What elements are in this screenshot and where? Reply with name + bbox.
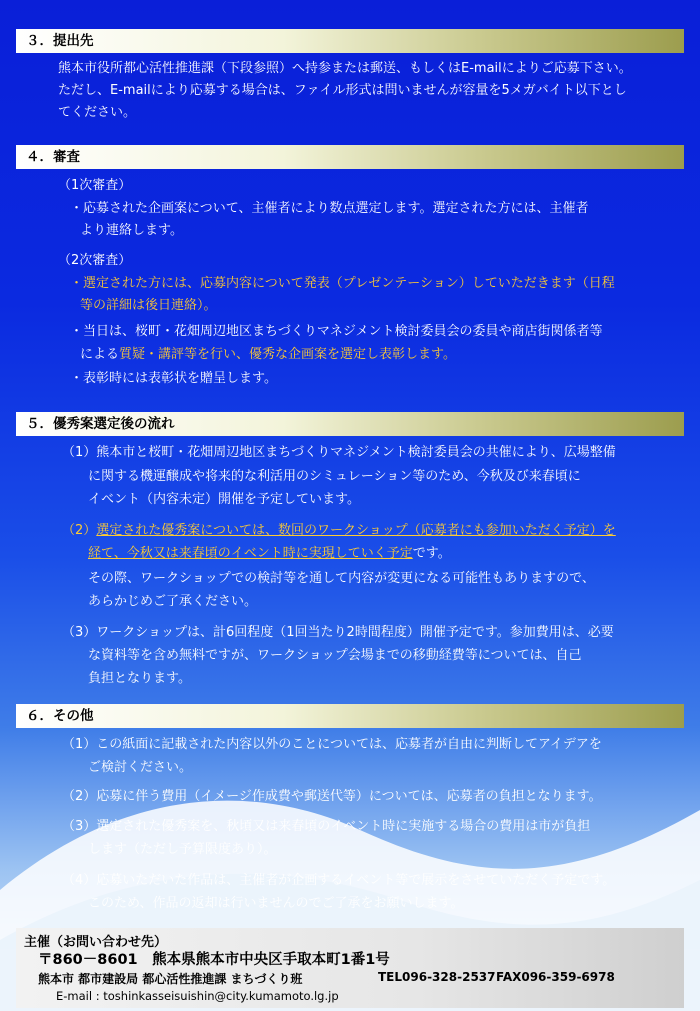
section-3-header: ３．提出先 (16, 29, 684, 53)
second-screening-bullet-1-line-2: 等の詳細は後日連絡）。 (80, 298, 217, 313)
section-6-item-4-line-2: このため、作品の返却は行いませんのでご了承をお願いします。 (88, 896, 464, 911)
second-screening-bullet-2-highlight: 質疑・講評等を行い、優秀な企画案を選定し表彰します。 (119, 347, 456, 362)
footer-email[interactable]: E-mail : toshinkasseisuishin@city.kumamoto.lg.jp (56, 989, 339, 1003)
section-5-item-2-line-4: あらかじめご了承ください。 (88, 594, 258, 609)
section-5-item-2-prefix: （2） (62, 523, 97, 538)
second-screening-bullet-1-highlight: ・選定された方には、応募内容について発表（プレゼンテーション）していただきます (70, 276, 576, 291)
section-6-item-4-line-1: （4）応募いただいた作品は、主催者が企画するイベント等で展示をさせていただく予定です。 (62, 873, 616, 888)
section-6-header: ６．その他 (16, 704, 684, 728)
first-screening-heading: （1次審査） (58, 178, 132, 193)
section-5-item-3-line-1: （3）ワークショップは、計6回程度（1回当たり2時間程度）開催予定です。参加費用は、必要 (62, 625, 614, 640)
section-5-item-2-line-3: その際、ワークショップでの検討等を通して内容が変更になる可能性もありますので、 (88, 571, 595, 586)
section-6-item-3-line-1: （3）選定された優秀案を、秋頃又は来春頃のイベント時に実施する場合の費用は市が負担 (62, 819, 591, 834)
section-5-item-1-line-3: イベント（内容未定）開催を予定しています。 (88, 492, 360, 507)
section-6-item-1-line-2: ご検討ください。 (88, 760, 193, 775)
section-3-line-3: てください。 (58, 105, 137, 120)
contact-footer (16, 928, 684, 1008)
footer-fax: FAX096-359-6978 (496, 970, 615, 984)
section-5-item-1-line-2: に関する機運醸成や将来的な利活用のシミュレーション等のため、今秋及び来春頃に (88, 469, 581, 484)
section-5-item-3-line-3: 負担となります。 (88, 671, 191, 686)
section-5-item-1-line-1: （1）熊本市と桜町・花畑周辺地区まちづくりマネジメント検討委員会の共催により、広場整備 (62, 445, 616, 460)
section-6-item-3-line-2: します（ただし予算限度あり）。 (88, 842, 277, 857)
section-5-item-2-rest: です。 (412, 546, 451, 561)
second-screening-bullet-2-prefix: による (80, 347, 120, 362)
section-5-header: ５．優秀案選定後の流れ (16, 412, 684, 436)
footer-title: 主催（お問い合わせ先） (24, 935, 168, 950)
second-screening-heading: （2次審査） (58, 253, 132, 268)
second-screening-bullet-1-rest: （日程 (575, 276, 615, 291)
footer-department: 熊本市 都市建設局 都心活性推進課 まちづくり班 (38, 972, 303, 986)
section-3-line-2: ただし、E-mailにより応募する場合は、ファイル形式は問いませんが容量を5メガバイト以下とし (58, 83, 627, 98)
footer-address: 〒860－8601 熊本県熊本市中央区手取本町1番1号 (38, 952, 390, 968)
section-5-item-2-line-1 (62, 520, 616, 542)
section-4-header: ４．審査 (16, 145, 684, 169)
section-6-item-2: （2）応募に伴う費用（イメージ作成費や郵送代等）については、応募者の負担となります。 (62, 789, 602, 804)
section-6-item-1-line-1: （1）この紙面に記載された内容以外のことについては、応募者が自由に判断してアイデアを (62, 737, 602, 752)
first-screening-line-1: ・応募された企画案について、主催者により数点選定します。選定された方には、主催者 (70, 201, 589, 216)
second-screening-bullet-3: ・表彰時には表彰状を贈呈します。 (70, 371, 277, 386)
first-screening-line-2: より連絡します。 (80, 223, 183, 238)
second-screening-bullet-1 (70, 273, 615, 295)
section-5-item-2-highlight-2: 経て、今秋又は来春頃のイベント時に実現していく予定 (88, 546, 413, 561)
second-screening-bullet-2-line-2 (80, 344, 456, 366)
section-5-item-2-highlight-1: 選定された優秀案については、数回のワークショップ（応募者にも参加いただく予定）を (96, 523, 616, 538)
section-5-item-2-line-2 (88, 543, 451, 565)
section-5-item-3-line-2: な資料等を含め無料ですが、ワークショップ会場までの移動経費等については、自己 (88, 648, 582, 663)
footer-tel: TEL096-328-2537 (378, 970, 496, 984)
second-screening-bullet-2-line-1: ・当日は、桜町・花畑周辺地区まちづくりマネジメント検討委員会の委員や商店街関係者等 (70, 324, 603, 339)
section-3-line-1: 熊本市役所都心活性推進課（下段参照）へ持参または郵送、もしくはE-mailによりご応募下さい。 (58, 61, 632, 76)
